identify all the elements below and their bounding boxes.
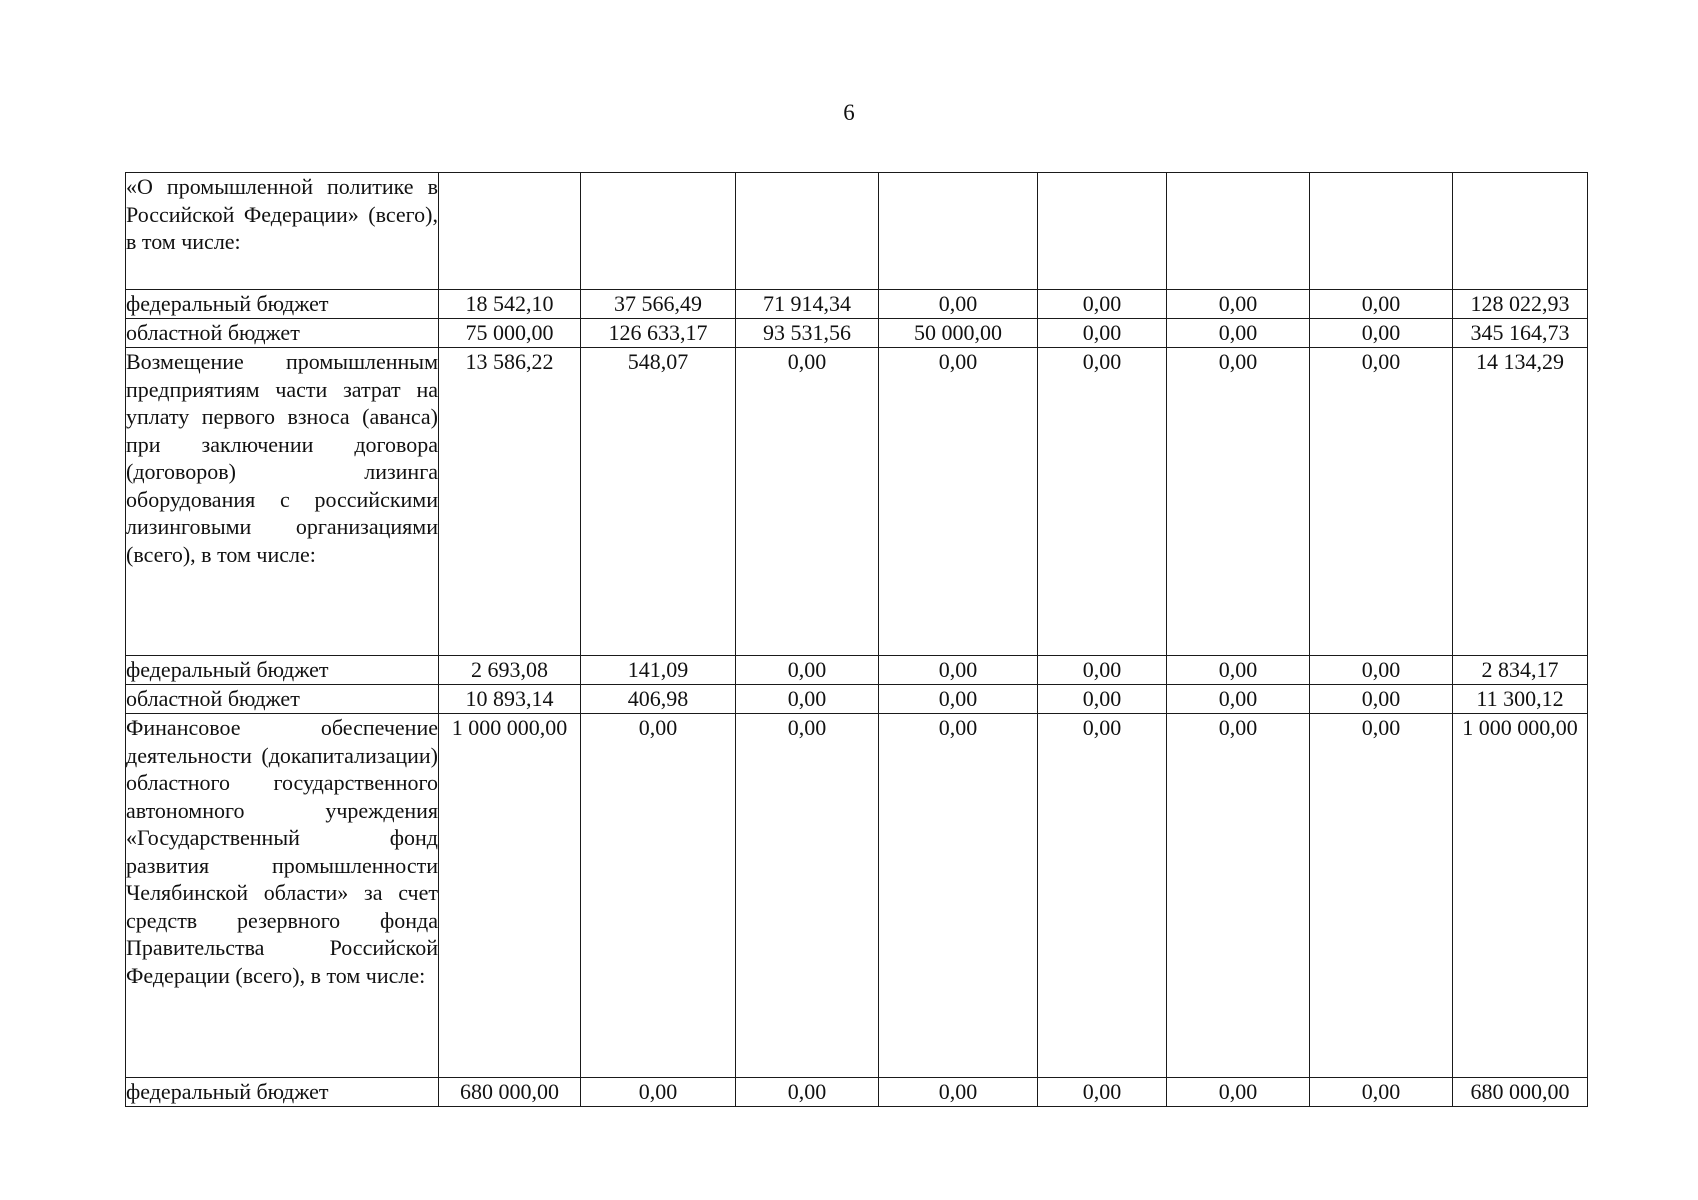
value-cell: 75 000,00	[439, 319, 581, 348]
row-label: Финансовое обеспечение деятельности (докапитализации) областного государственного автономного учреждения «Государственный фонд развития промышленности Челябинской области» за счет средств резервного фонда Правительства Российской Федерации (всего), в том числе:	[126, 714, 439, 1078]
value-cell: 0,00	[1038, 685, 1167, 714]
value-cell: 0,00	[1167, 290, 1310, 319]
table-row	[126, 1078, 1588, 1107]
value-cell: 71 914,34	[736, 290, 879, 319]
value-cell: 0,00	[736, 656, 879, 685]
table-row	[126, 290, 1588, 319]
value-cell: 0,00	[1310, 685, 1453, 714]
value-cell: 18 542,10	[439, 290, 581, 319]
value-cell: 0,00	[1310, 656, 1453, 685]
value-cell: 0,00	[879, 348, 1038, 656]
budget-table	[125, 172, 1588, 1107]
row-label: областной бюджет	[126, 685, 439, 714]
value-cell: 406,98	[581, 685, 736, 714]
table-row	[126, 173, 1588, 290]
value-cell	[1167, 173, 1310, 290]
value-cell: 0,00	[1038, 1078, 1167, 1107]
value-cell	[879, 173, 1038, 290]
value-cell	[1038, 173, 1167, 290]
table-row	[126, 656, 1588, 685]
value-cell: 0,00	[879, 714, 1038, 1078]
value-cell: 0,00	[879, 685, 1038, 714]
value-cell: 93 531,56	[736, 319, 879, 348]
value-cell	[439, 173, 581, 290]
row-label: федеральный бюджет	[126, 290, 439, 319]
total-cell: 1 000 000,00	[1453, 714, 1588, 1078]
row-label: областной бюджет	[126, 319, 439, 348]
value-cell: 0,00	[879, 1078, 1038, 1107]
value-cell: 0,00	[1167, 348, 1310, 656]
value-cell: 13 586,22	[439, 348, 581, 656]
row-label: «О промышленной политике в Российской Федерации» (всего), в том числе:	[126, 173, 439, 290]
value-cell: 50 000,00	[879, 319, 1038, 348]
value-cell: 0,00	[1167, 656, 1310, 685]
value-cell: 0,00	[1167, 714, 1310, 1078]
table-row	[126, 348, 1588, 656]
total-cell: 128 022,93	[1453, 290, 1588, 319]
value-cell: 680 000,00	[439, 1078, 581, 1107]
value-cell: 0,00	[1038, 290, 1167, 319]
value-cell: 1 000 000,00	[439, 714, 581, 1078]
value-cell: 0,00	[1310, 290, 1453, 319]
table-row	[126, 319, 1588, 348]
value-cell: 0,00	[581, 714, 736, 1078]
value-cell: 0,00	[581, 1078, 736, 1107]
table-row	[126, 714, 1588, 1078]
value-cell: 548,07	[581, 348, 736, 656]
value-cell: 0,00	[736, 714, 879, 1078]
value-cell: 0,00	[1310, 714, 1453, 1078]
value-cell: 126 633,17	[581, 319, 736, 348]
value-cell: 0,00	[1310, 319, 1453, 348]
value-cell: 0,00	[1038, 656, 1167, 685]
value-cell: 0,00	[1038, 714, 1167, 1078]
row-label: федеральный бюджет	[126, 1078, 439, 1107]
value-cell: 141,09	[581, 656, 736, 685]
row-label: федеральный бюджет	[126, 656, 439, 685]
value-cell: 0,00	[736, 1078, 879, 1107]
value-cell: 0,00	[736, 348, 879, 656]
value-cell: 37 566,49	[581, 290, 736, 319]
value-cell: 0,00	[1167, 685, 1310, 714]
value-cell	[736, 173, 879, 290]
table-row	[126, 685, 1588, 714]
value-cell: 0,00	[1038, 319, 1167, 348]
value-cell: 0,00	[1167, 319, 1310, 348]
value-cell: 0,00	[879, 656, 1038, 685]
total-cell	[1453, 173, 1588, 290]
value-cell: 2 693,08	[439, 656, 581, 685]
value-cell: 0,00	[1038, 348, 1167, 656]
total-cell: 14 134,29	[1453, 348, 1588, 656]
value-cell: 0,00	[1310, 348, 1453, 656]
value-cell: 0,00	[879, 290, 1038, 319]
total-cell: 11 300,12	[1453, 685, 1588, 714]
page-number: 6	[843, 100, 855, 125]
value-cell: 0,00	[1310, 1078, 1453, 1107]
value-cell: 0,00	[736, 685, 879, 714]
row-label: Возмещение промышленным предприятиям части затрат на уплату первого взноса (аванса) при заключении договора (договоров) лизинга оборудования с российскими лизинговыми организациями (всего), в том числе:	[126, 348, 439, 656]
value-cell: 0,00	[1167, 1078, 1310, 1107]
total-cell: 345 164,73	[1453, 319, 1588, 348]
value-cell	[581, 173, 736, 290]
value-cell: 10 893,14	[439, 685, 581, 714]
total-cell: 2 834,17	[1453, 656, 1588, 685]
value-cell	[1310, 173, 1453, 290]
total-cell: 680 000,00	[1453, 1078, 1588, 1107]
